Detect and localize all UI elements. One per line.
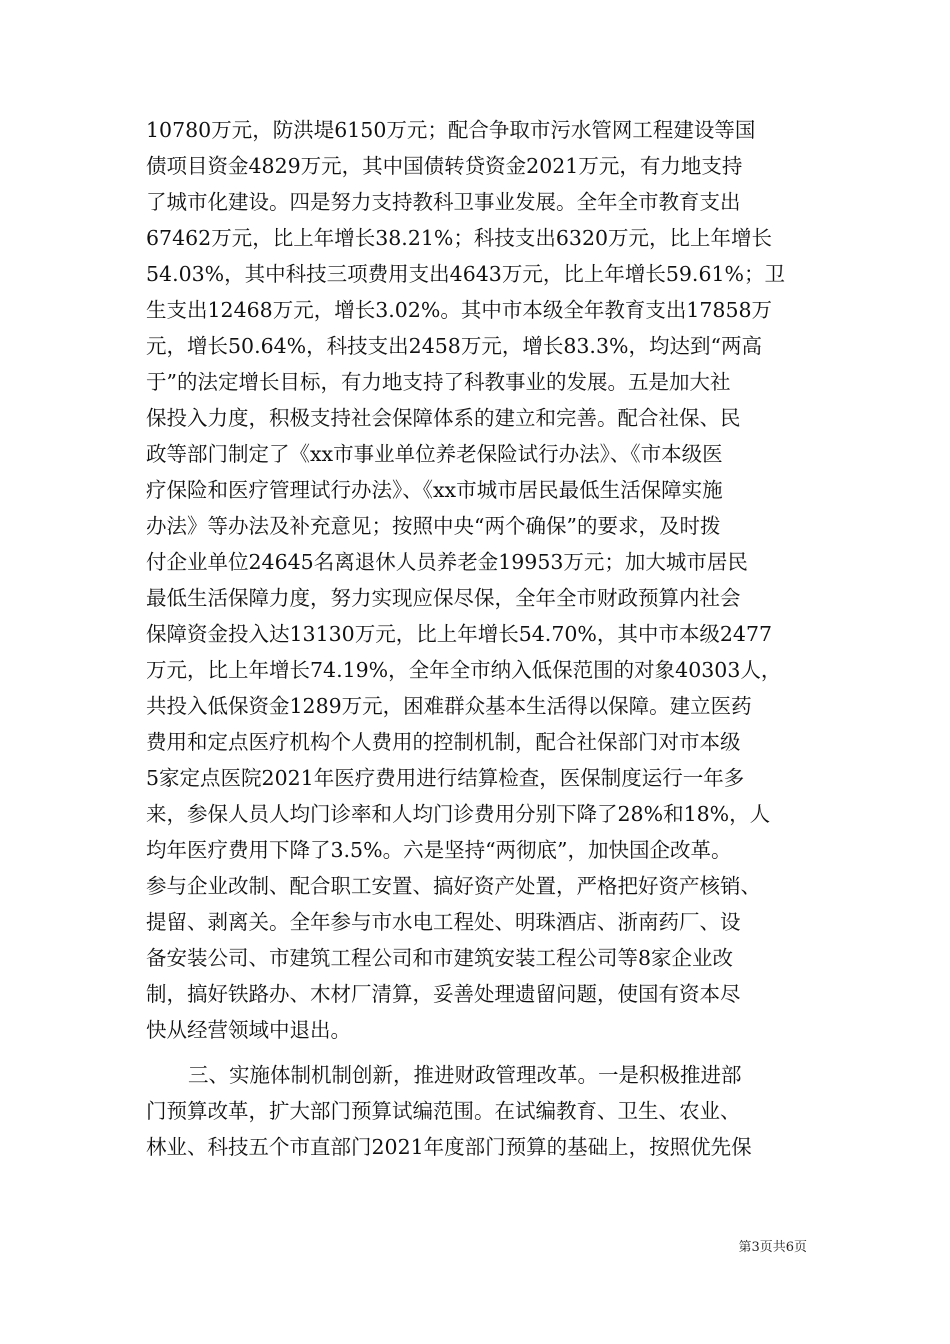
text-line-7: 元，增长50.64%，科技支出2458万元，增长83.3%，均达到“两高 [146,334,762,358]
text-line-5: 54.03%，其中科技三项费用支出4643万元，比上年增长59.61%；卫 [146,262,786,286]
text-line-22: 参与企业改制、配合职工安置、搞好资产处置，严格把好资产核销、 [146,874,761,898]
text-line-15: 保障资金投入达13130万元，比上年增长54.70%，其中市本级2477 [146,622,773,646]
text-line-29: 林业、科技五个市直部门2021年度部门预算的基础上，按照优先保 [146,1135,752,1159]
page-number: 第3页共6页 [738,1240,807,1255]
text-line-11: 疗保险和医疗管理试行办法》、《xx市城市居民最低生活保障实施 [146,478,723,502]
section-heading-line: 三、实施体制机制创新，推进财政管理改革。一是积极推进部 [188,1063,742,1087]
text-line-17: 共投入低保资金1289万元，困难群众基本生活得以保障。建立医药 [146,694,752,718]
text-line-26: 快从经营领域中退出。 [146,1018,351,1042]
text-line-10: 政等部门制定了《xx市事业单位养老保险试行办法》、《市本级医 [146,442,723,466]
text-line-16: 万元，比上年增长74.19%，全年全市纳入低保范围的对象40303人， [146,658,782,682]
text-line-20: 来，参保人员人均门诊率和人均门诊费用分别下降了28%和18%，人 [146,802,771,826]
text-line-1: 10780万元，防洪堤6150万元；配合争取市污水管网工程建设等国 [146,118,756,142]
text-line-3: 了城市化建设。四是努力支持教科卫事业发展。全年全市教育支出 [146,190,741,214]
text-line-21: 均年医疗费用下降了3.5%。六是坚持“两彻底”，加快国企改革。 [146,838,732,862]
text-line-14: 最低生活保障力度，努力实现应保尽保，全年全市财政预算内社会 [146,586,741,610]
text-line-19: 5家定点医院2021年医疗费用进行结算检查，医保制度运行一年多 [146,766,745,790]
text-line-24: 备安装公司、市建筑工程公司和市建筑安装工程公司等8家企业改 [146,946,734,970]
text-line-28: 门预算改革，扩大部门预算试编范围。在试编教育、卫生、农业、 [146,1099,741,1123]
text-line-18: 费用和定点医疗机构个人费用的控制机制，配合社保部门对市本级 [146,730,741,754]
text-line-9: 保投入力度，积极支持社会保障体系的建立和完善。配合社保、民 [146,406,741,430]
text-line-23: 提留、剥离关。全年参与市水电工程处、明珠酒店、浙南药厂、设 [146,910,741,934]
text-line-4: 67462万元，比上年增长38.21%；科技支出6320万元，比上年增长 [146,226,773,250]
text-line-6: 生支出12468万元，增长3.02%。其中市本级全年教育支出17858万 [146,298,773,322]
text-line-8: 于”的法定增长目标，有力地支持了科教事业的发展。五是加大社 [146,370,731,394]
text-line-12: 办法》等办法及补充意见；按照中央“两个确保”的要求，及时拨 [146,514,721,538]
text-line-13: 付企业单位24645名离退休人员养老金19953万元；加大城市居民 [146,550,748,574]
text-line-2: 债项目资金4829万元，其中国债转贷资金2021万元，有力地支持 [146,154,743,178]
text-line-25: 制，搞好铁路办、木材厂清算，妥善处理遗留问题，使国有资本尽 [146,982,741,1006]
